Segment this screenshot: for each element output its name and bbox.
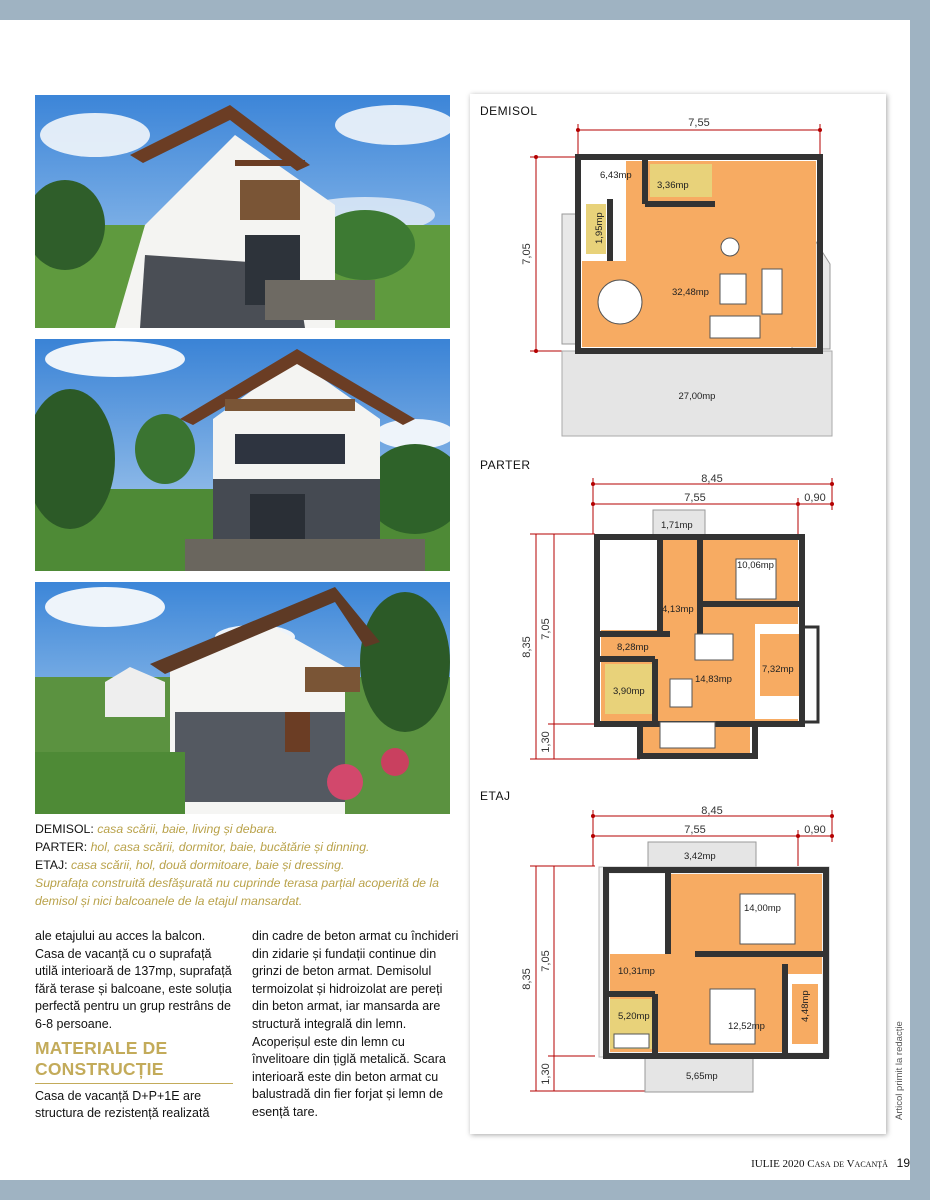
caption-demisol-label: DEMISOL: [35,822,94,836]
parter-dim-extra: 0,90 [804,492,826,504]
room-area: 10,06mp [737,560,774,571]
room-area: 3,90mp [613,686,645,697]
article-column-1 [35,928,235,1123]
article-paragraph: din cadre de beton armat cu închideri din zidarie și fundații continue din grinzi de beton armat. Demisolul termoizolat și hidroizolat are pereți din beton armat, iar mansarda are structură integrală din lemn. Acoperișul este din lemn cu învelitoare din țiglă metalică. Scara interioară este din beton armat cu balustradă din fier forjat și lemn de esență tare. [252,929,459,1119]
caption-note: Suprafața construită desfășurată nu cuprinde terasa parțial acoperită de la demisol și nici balcoanele de la etajul mansardat. [35,876,439,908]
etaj-dim-width: 7,55 [684,824,706,836]
room-area: 14,83mp [695,674,732,685]
floor-plans-panel [470,94,886,1134]
article-paragraph: Casa de vacanță D+P+1E are structura de rezistență realizată [35,1088,210,1121]
caption-etaj-label: ETAJ: [35,858,68,872]
etaj-dim-height-total: 8,35 [521,968,533,990]
parter-dim-height-extra: 1,30 [540,731,552,753]
plan-title-etaj: ETAJ [480,789,511,803]
etaj-dim-total: 8,45 [701,805,723,817]
page-number: 19 [896,1156,910,1170]
room-area: 12,52mp [728,1021,765,1032]
article-paragraph: ale etajului au acces la balcon. Casa de vacanță cu o suprafață utilă interioară de 137mp, suprafață fără terase și balcoane, este soluția perfectă pentru un grup restrâns de 6-8 persoane. [35,929,232,1031]
caption-parter-label: PARTER: [35,840,88,854]
parter-dim-height: 7,05 [540,618,552,640]
caption-etaj-text: casa scării, hol, două dormitoare, baie și dressing. [71,858,345,872]
room-area: 6,43mp [600,170,632,181]
caption-parter-text: hol, casa scării, dormitor, baie, bucătărie și dinning. [90,840,370,854]
floor-summary-caption [35,820,460,910]
room-area: 8,28mp [617,642,649,653]
demisol-dim-width: 7,55 [688,117,710,129]
room-area: 14,00mp [744,903,781,914]
caption-demisol-text: casa scării, baie, living și debara. [97,822,278,836]
room-area: 4,48mp [800,990,811,1022]
room-area: 27,00mp [678,391,716,402]
render-photo-3 [35,582,450,814]
article-column-2 [252,928,462,1122]
etaj-dim-height: 7,05 [540,950,552,972]
parter-dim-width: 7,55 [684,492,706,504]
plan-title-demisol: DEMISOL [480,104,538,118]
room-area: 3,42mp [684,851,716,862]
footer-magazine: Casa de Vacanță [807,1158,888,1170]
plan-title-parter: PARTER [480,458,531,472]
etaj-dim-extra: 0,90 [804,824,826,836]
room-area: 7,32mp [762,664,794,675]
room-area: 3,36mp [657,180,689,191]
render-photo-1 [35,95,450,328]
parter-dim-height-total: 8,35 [521,636,533,658]
room-area: 5,20mp [618,1011,650,1022]
room-area: 10,31mp [618,966,655,977]
room-area: 32,48mp [672,287,709,298]
heading-rule [35,1083,233,1084]
demisol-dim-height: 7,05 [521,243,533,265]
section-heading [35,1038,235,1080]
room-area: 5,65mp [686,1071,718,1082]
render-photo-2 [35,339,450,571]
room-area: 1,71mp [661,520,693,531]
section-heading-line-2: CONSTRUCȚIE [35,1058,164,1079]
room-area: 4,13mp [662,604,694,615]
etaj-dim-height-extra: 1,30 [540,1063,552,1085]
section-heading-line-1: MATERIALE DE [35,1037,168,1058]
room-area: 1,95mp [594,212,605,244]
parter-dim-total: 8,45 [701,473,723,485]
footer-issue: IULIE 2020 [751,1158,805,1170]
page-footer [751,1156,910,1170]
credit-note: Articol primit la redacție [894,1021,905,1120]
